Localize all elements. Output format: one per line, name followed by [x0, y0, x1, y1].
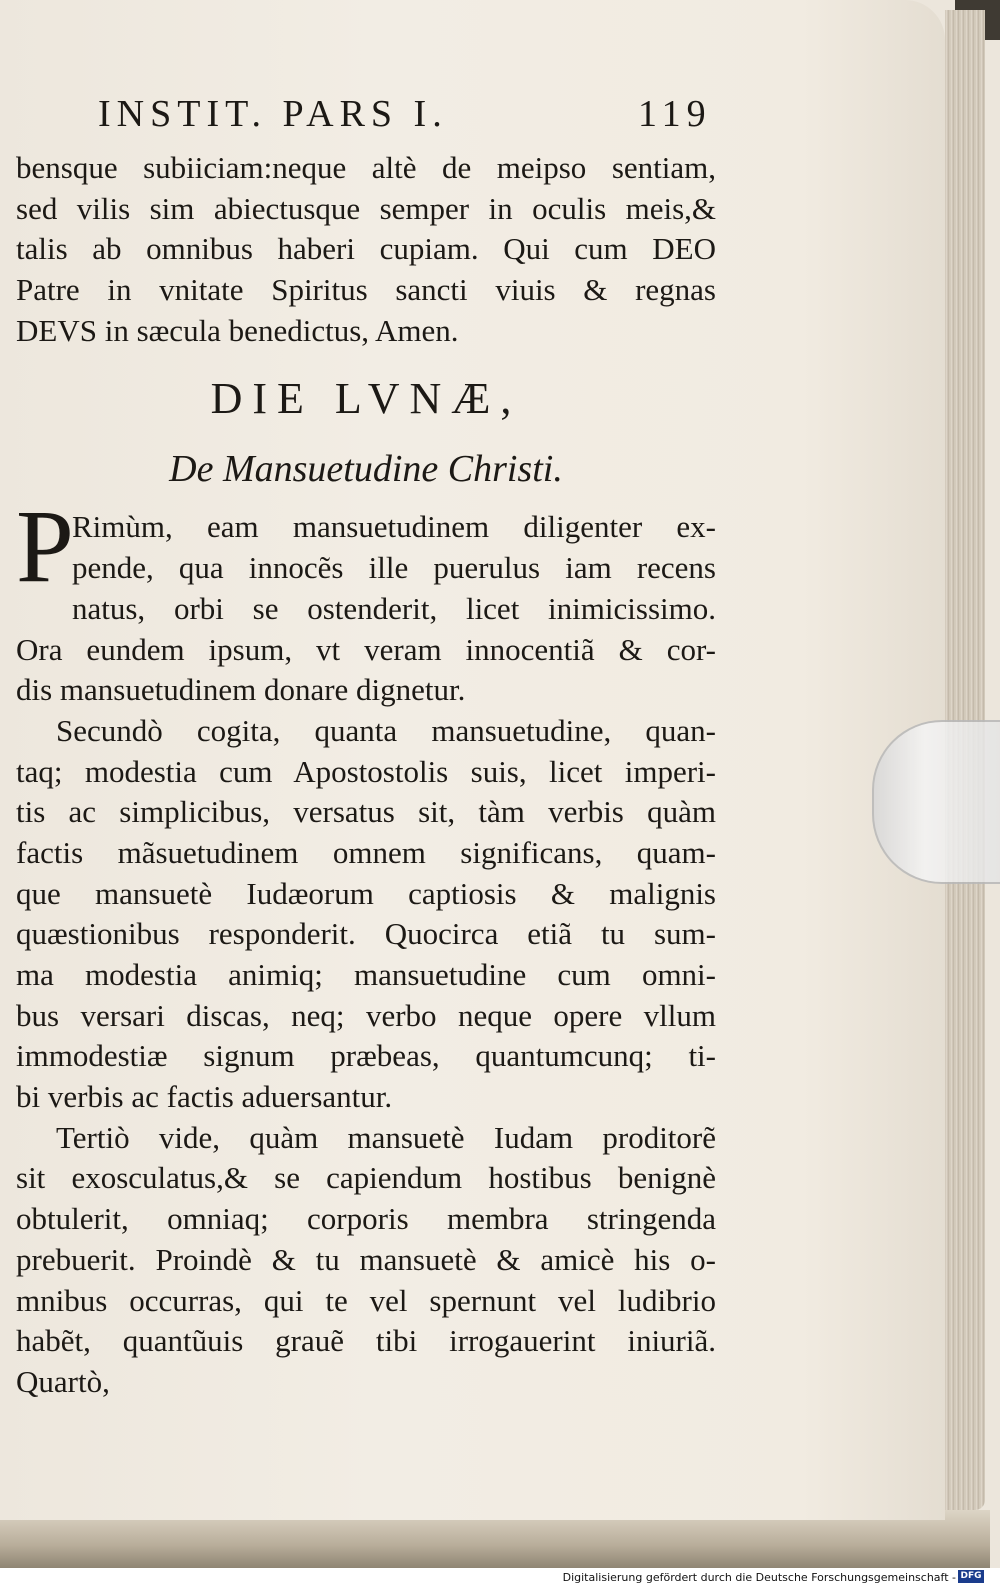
text-line: Rimùm, eam mansuetudinem diligenter ex-: [72, 509, 716, 545]
paragraph-first: [16, 489, 716, 710]
section-subheading: De Mansuetudine Christi.: [169, 448, 563, 491]
text-line: talis ab omnibus haberi cupiam. Qui cum DEO: [16, 231, 716, 267]
text-line: quæstionibus responderit. Quocirca etiã tu sum-: [16, 916, 716, 952]
paragraph-third: [16, 1118, 716, 1362]
text-line: taq; modestia cum Apostostolis suis, licet imperi-: [16, 753, 716, 789]
text-line: habẽt, quantũuis grauẽ tibi irrogauerint iniuriã.: [16, 1323, 716, 1359]
text-line: ma modestia animiq; mansuetudine cum omni-: [16, 957, 716, 992]
text-line: Secundò cogita, quanta mansuetudine, quan-: [56, 712, 716, 748]
text-line: bensque subiiciam:neque altè de meipso sentiam,: [16, 150, 716, 185]
text-line: bus versari discas, neq; verbo neque opere vllum: [16, 997, 716, 1033]
page-clip-tab: [872, 720, 1000, 884]
text-line: dis mansuetudinem donare dignetur.: [16, 672, 466, 708]
page-number: 119: [638, 93, 712, 135]
digitization-credit: Digitalisierung gefördert durch die Deutsche Forschungsgemeinschaft -: [562, 1571, 956, 1584]
drop-cap: P: [16, 489, 74, 605]
running-title: INSTIT. PARS I.: [98, 93, 448, 135]
running-head: [16, 92, 716, 148]
text-line: Tertiò vide, quàm mansuetè Iudam proditorẽ: [56, 1119, 716, 1155]
text-line: tis ac simplicibus, versatus sit, tàm verbis quàm: [16, 794, 716, 830]
text-line: DEVS in sæcula benedictus, Amen.: [16, 312, 459, 348]
catchword: Quartò,: [16, 1363, 110, 1399]
paragraph-second: [16, 711, 716, 1118]
text-line: sed vilis sim abiectusque semper in oculis meis,&: [16, 190, 716, 226]
text-line: prebuerit. Proindè & tu mansuetè & amicè his o-: [16, 1241, 716, 1277]
text-line: factis mãsuetudinem omnem significans, quam-: [16, 834, 716, 870]
text-line: obtulerit, omniaq; corporis membra stringenda: [16, 1201, 716, 1237]
text-line: Patre in vnitate Spiritus sancti viuis & regnas: [16, 272, 716, 308]
text-line: mnibus occurras, qui te vel spernunt vel ludibrio: [16, 1282, 716, 1318]
page-text: [16, 92, 716, 1403]
opening-block: [16, 148, 716, 351]
text-line: sit exosculatus,& se capiendum hostibus benignè: [16, 1160, 716, 1196]
text-line: pende, qua innocẽs ille puerulus iam recens: [72, 550, 716, 586]
section-heading: DIE LVNÆ,: [210, 374, 522, 424]
text-line: que mansuetè Iudæorum captiosis & malignis: [16, 875, 716, 911]
text-line: natus, orbi se ostenderit, licet inimicissimo.: [72, 590, 716, 626]
text-line: Ora eundem ipsum, vt veram innocentiã & cor-: [16, 631, 716, 667]
text-line: immodestiæ signum præbeas, quantumcunq; ti-: [16, 1038, 716, 1074]
dfg-logo: DFG: [958, 1570, 984, 1583]
text-line: bi verbis ac factis aduersantur.: [16, 1079, 393, 1115]
